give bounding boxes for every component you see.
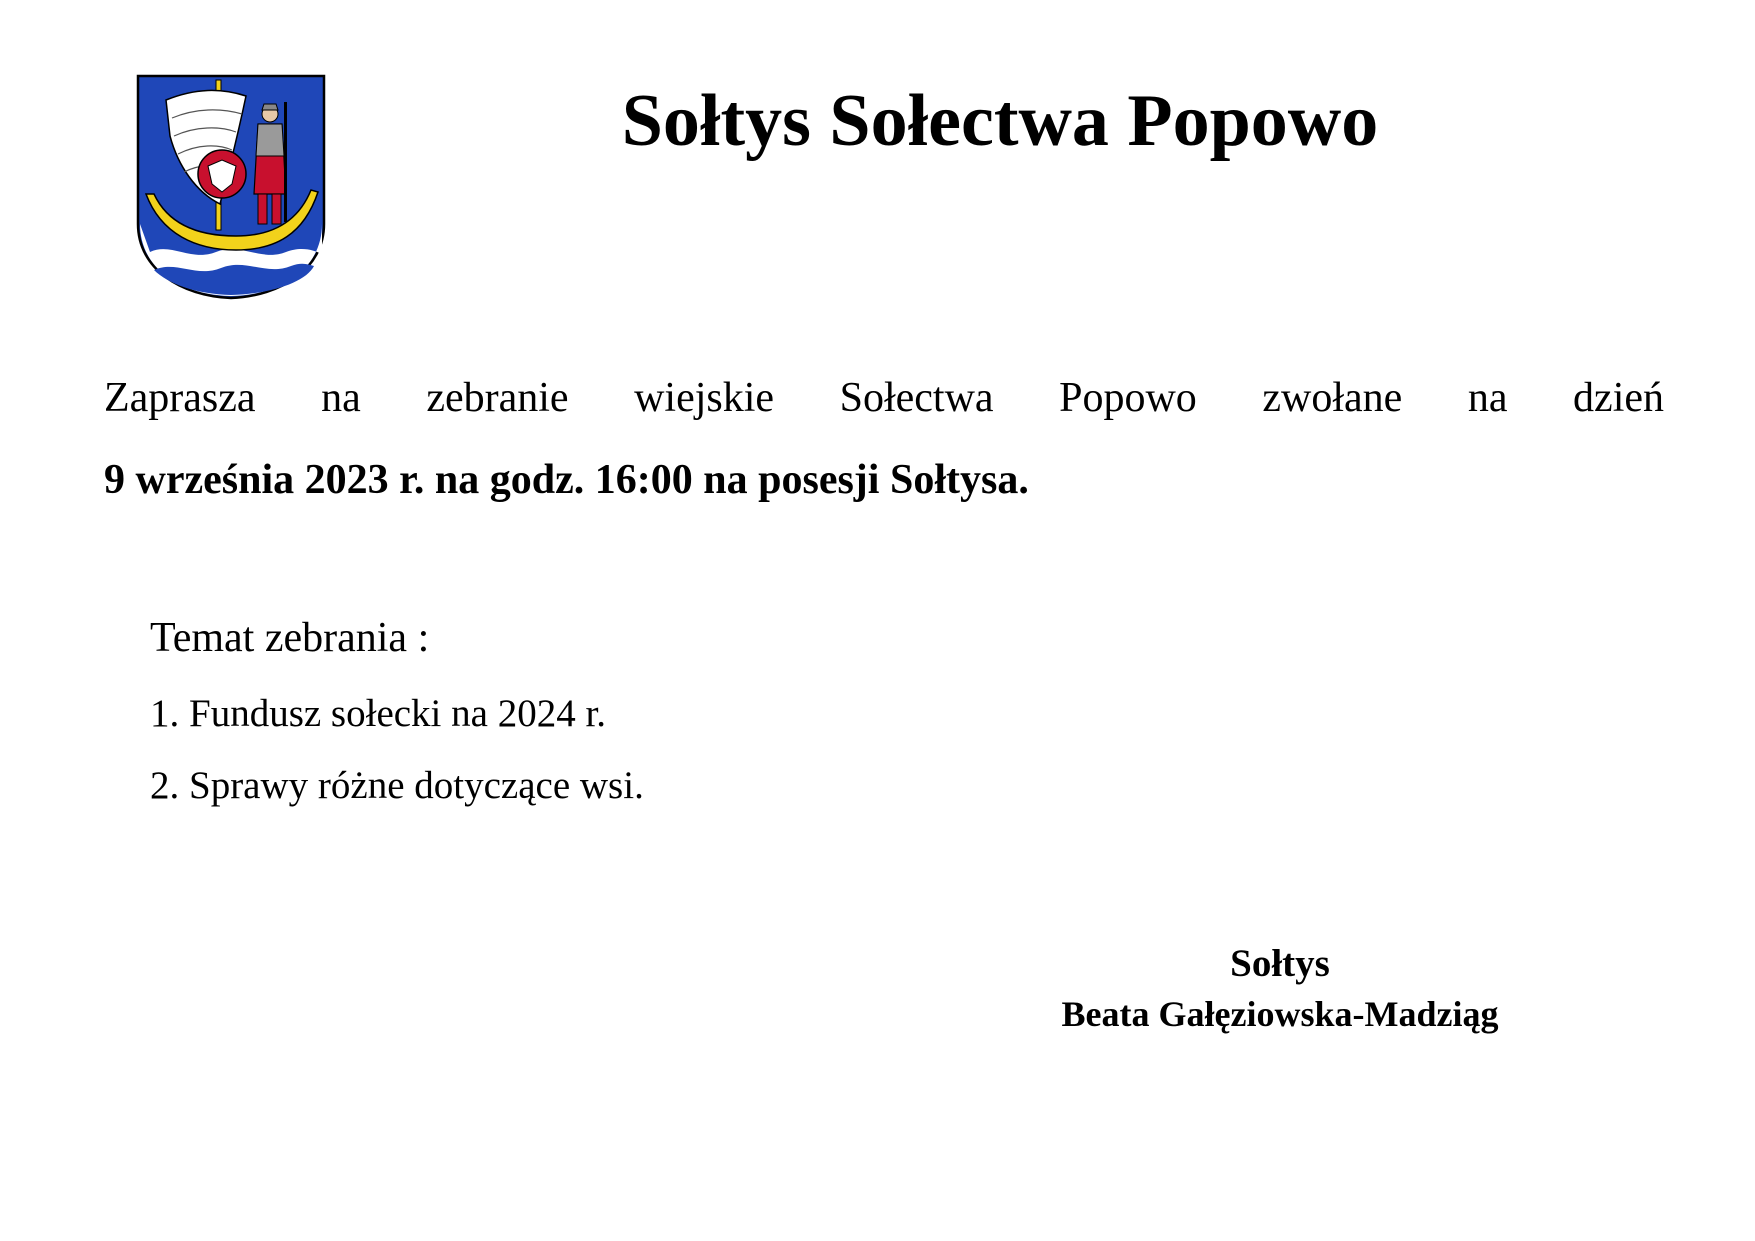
agenda-item: 2. Sprawy różne dotyczące wsi. [150,764,644,807]
agenda-item: 1. Fundusz sołecki na 2024 r. [150,692,607,735]
agenda-title: Temat zebrania : [150,615,430,661]
invitation-word: wiejskie [634,375,775,421]
page-title: Sołtys Sołectwa Popowo [621,80,1379,162]
coat-of-arms-icon [136,74,326,300]
meeting-date-time: 9 września 2023 r. na godz. 16:00 na posesji Sołtysa. [104,457,1029,503]
invitation-word: zebranie [426,375,569,421]
invitation-line-1 [104,372,1664,424]
signature-role: Sołtys [1230,942,1330,985]
invitation-word: dzień [1573,375,1664,421]
invitation-word: zwołane [1262,375,1403,421]
invitation-word: Popowo [1059,375,1197,421]
invitation-word: Sołectwa [839,375,994,421]
invitation-text [104,372,1664,424]
invitation-word: na [321,375,361,421]
invitation-word: na [1467,375,1508,421]
invitation-word: Zaprasza [104,375,256,421]
signature-name: Beata Gałęziowska-Madziąg [1061,994,1499,1034]
